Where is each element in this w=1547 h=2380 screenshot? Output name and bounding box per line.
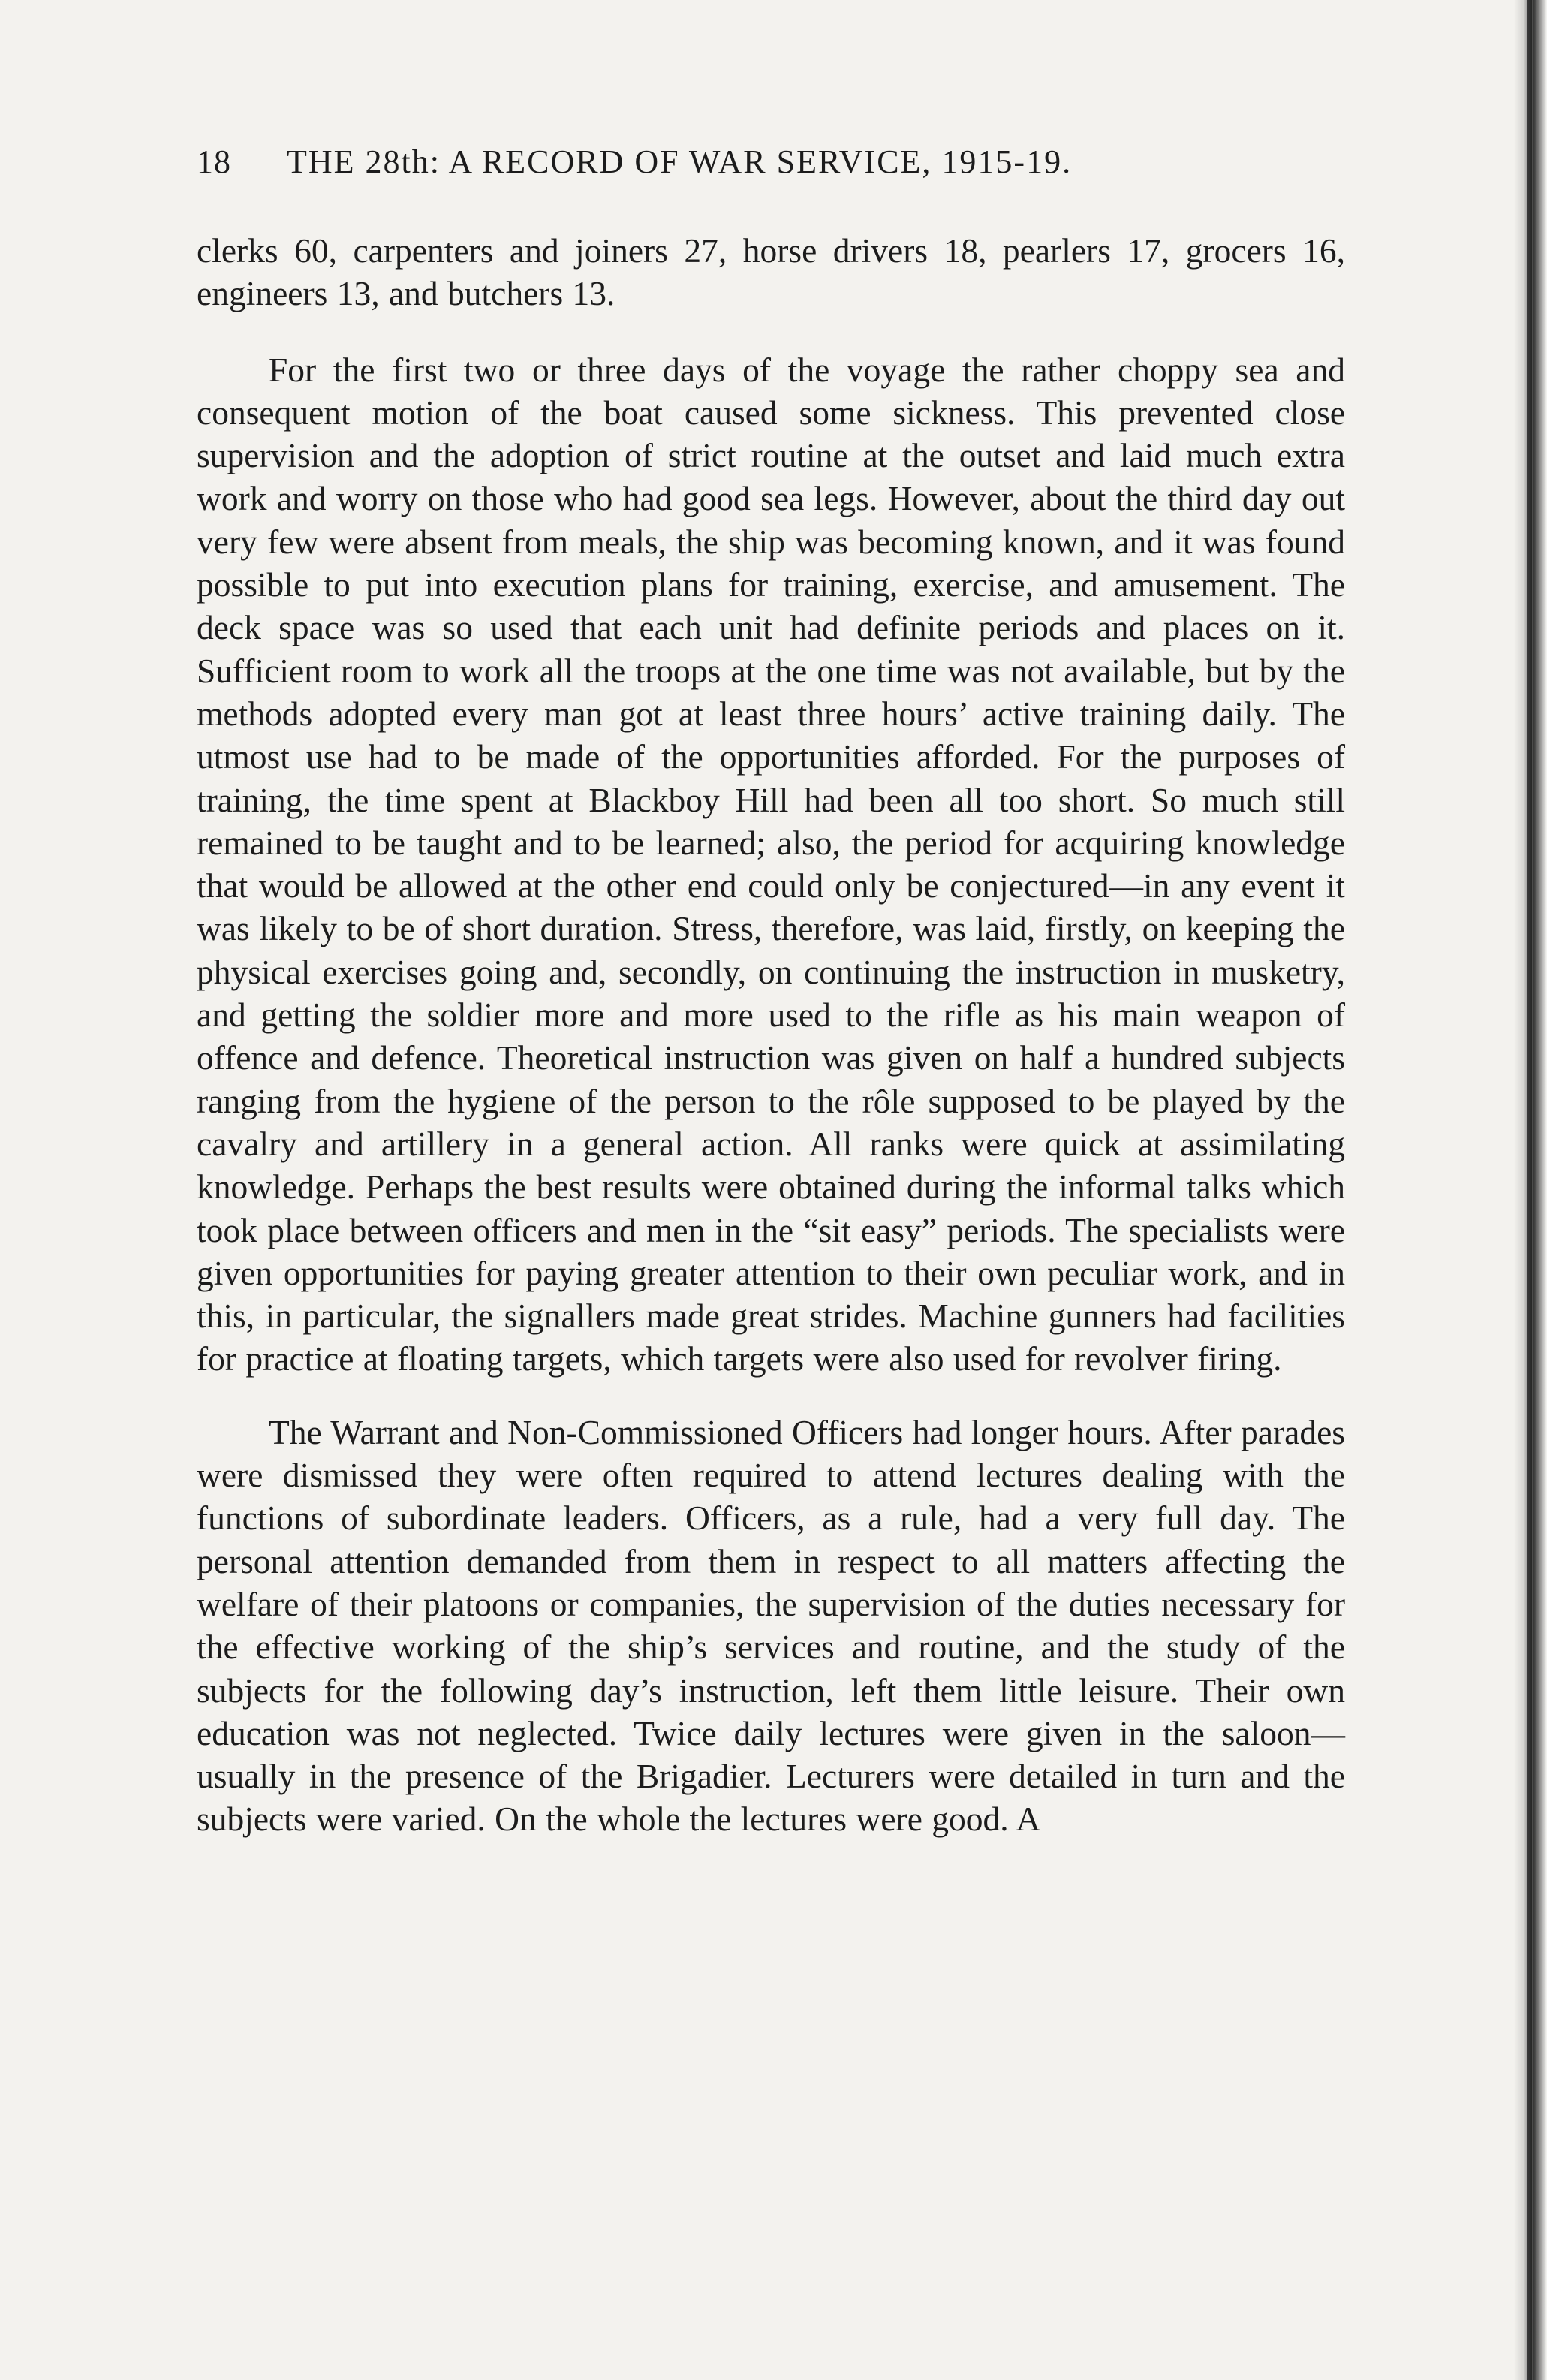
page-number: 18 <box>197 143 231 180</box>
page-header <box>197 143 1345 188</box>
paragraph-continued: clerks 60, carpenters and joiners 27, horse drivers 18, pearlers 17, grocers 16, engineers 13, and butchers 13. <box>197 231 1345 313</box>
binding-line <box>1527 0 1532 2380</box>
body-text <box>197 229 1345 1841</box>
paragraph-voyage-training: For the first two or three days of the voyage the rather choppy sea and consequent motion of the boat caused some sickness. This prevented close supervision and the adoption of strict routine at the outset and laid much extra work and worry on those who had good sea legs. However, about the third day out very few were absent from meals, the ship was becoming known, and it was found possible to put into execution plans for training, exercise, and amusement. The deck space was so used that each unit had definite periods and places on it. Sufficient room to work all the troops at the one time was not available, but by the methods adopted every man got at least three hours’ active training daily. The utmost use had to be made of the opportunities afforded. For the purposes of training, the time spent at Blackboy Hill had been all too short. So much still remained to be taught and to be learned; also, the period for acquiring knowledge that would be allowed at the other end could only be conjectured—in any event it was likely to be of short duration. Stress, therefore, was laid, firstly, on keeping the physical exercises going and, secondly, on continuing the instruction in musketry, and getting the soldier more and more used to the rifle as his main weapon of offence and defence. Theoretical instruction was given on half a hundred subjects ranging from the hygiene of the person to the rôle supposed to be played by the cavalry and artillery in a general action. All ranks were quick at assimilating knowledge. Perhaps the best results were obtained during the informal talks which took place between officers and men in the “sit easy” periods. The specialists were given opportunities for paying greater attention to their own peculiar work, and in this, in particular, the signallers made great strides. Machine gunners had facilities for practice at floating targets, which targets were also used for revolver firing. <box>197 350 1345 1378</box>
paragraph-officers: The Warrant and Non-Commissioned Officers had longer hours. After parades were dismissed they were often required to attend lectures dealing with the functions of subordinate leaders. Officers, as a rule, had a very full day. The personal attention demanded from them in respect to all matters affecting the welfare of their platoons or companies, the supervision of the duties necessary for the effective working of the ship’s services and routine, and the study of the subjects for the following day’s instruction, left them little leisure. Their own education was not neglected. Twice daily lectures were given in the saloon—usually in the presence of the Brigadier. Lecturers were detailed in turn and the subjects were varied. On the whole the lectures were good. A <box>197 1412 1345 1839</box>
running-title: THE 28th: A RECORD OF WAR SERVICE, 1915-19. <box>287 143 1073 180</box>
